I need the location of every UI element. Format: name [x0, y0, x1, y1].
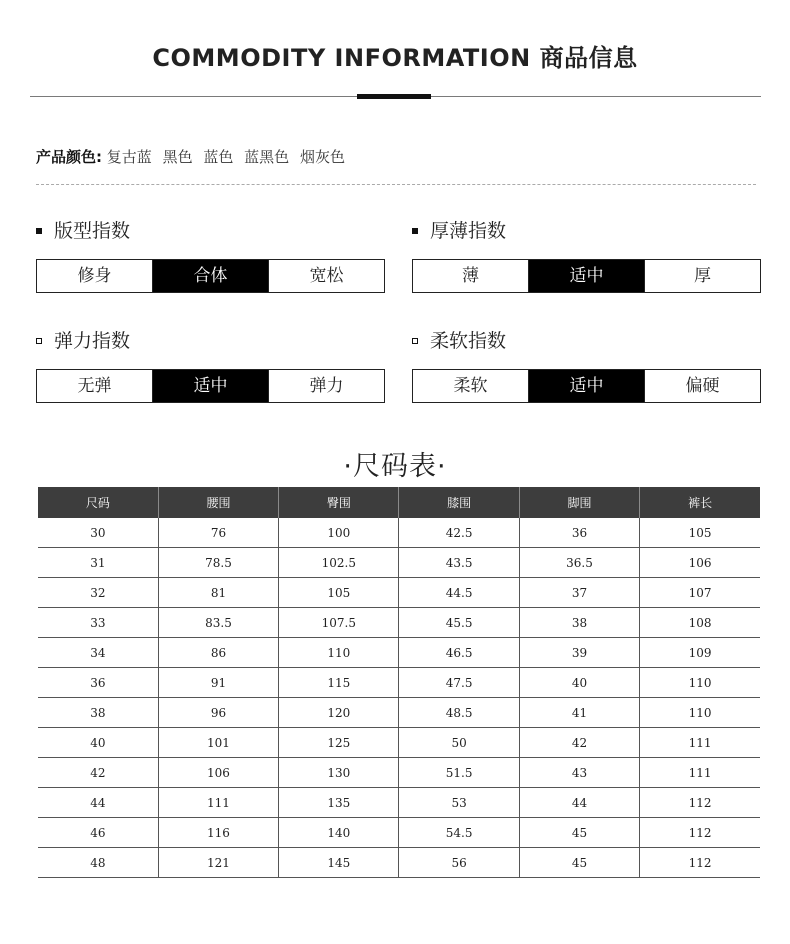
table-cell: 36 [519, 518, 639, 548]
index-title-label: 柔软指数 [430, 330, 507, 352]
table-cell: 108 [640, 608, 760, 638]
table-cell: 140 [279, 818, 399, 848]
table-cell: 115 [279, 668, 399, 698]
table-cell: 125 [279, 728, 399, 758]
table-cell: 96 [158, 698, 278, 728]
column-header: 腰围 [158, 487, 278, 518]
index-title-label: 厚薄指数 [430, 220, 507, 242]
table-cell: 40 [38, 728, 158, 758]
table-cell: 42 [519, 728, 639, 758]
table-cell: 36.5 [519, 548, 639, 578]
header-accent-bar [357, 94, 431, 99]
table-cell: 81 [158, 578, 278, 608]
index-option-selected: 合体 [153, 260, 269, 292]
table-cell: 43.5 [399, 548, 519, 578]
index-title [412, 218, 761, 244]
table-row [38, 668, 760, 698]
table-cell: 110 [640, 668, 760, 698]
hollow-square-bullet-icon [412, 338, 418, 344]
table-cell: 116 [158, 818, 278, 848]
table-cell: 38 [38, 698, 158, 728]
table-cell: 109 [640, 638, 760, 668]
table-cell: 56 [399, 848, 519, 878]
size-chart-table [38, 487, 760, 878]
table-cell: 45 [519, 818, 639, 848]
table-cell: 112 [640, 818, 760, 848]
table-cell: 100 [279, 518, 399, 548]
index-title-label: 版型指数 [54, 220, 131, 242]
table-cell: 46.5 [399, 638, 519, 668]
fit-index [36, 218, 385, 293]
table-cell: 48.5 [399, 698, 519, 728]
table-cell: 105 [640, 518, 760, 548]
table-cell: 45 [519, 848, 639, 878]
index-option-selected: 适中 [529, 260, 645, 292]
index-title [36, 328, 385, 354]
index-title [36, 218, 385, 244]
table-row [38, 698, 760, 728]
table-cell: 145 [279, 848, 399, 878]
column-header: 脚围 [519, 487, 639, 518]
index-option-selected: 适中 [529, 370, 645, 402]
size-chart-body [38, 518, 760, 878]
table-cell: 44.5 [399, 578, 519, 608]
softness-index [412, 328, 761, 403]
table-cell: 106 [640, 548, 760, 578]
table-cell: 111 [640, 758, 760, 788]
table-cell: 54.5 [399, 818, 519, 848]
size-chart-title: ·尺码表· [343, 451, 447, 482]
thickness-index [412, 218, 761, 293]
table-cell: 32 [38, 578, 158, 608]
index-option-selected: 适中 [153, 370, 269, 402]
dashed-divider [36, 184, 756, 185]
table-cell: 46 [38, 818, 158, 848]
table-cell: 41 [519, 698, 639, 728]
table-cell: 130 [279, 758, 399, 788]
table-row [38, 758, 760, 788]
table-cell: 111 [158, 788, 278, 818]
table-cell: 101 [158, 728, 278, 758]
index-option: 无弹 [37, 370, 153, 402]
index-options [36, 369, 385, 403]
table-cell: 33 [38, 608, 158, 638]
table-cell: 36 [38, 668, 158, 698]
table-row [38, 578, 760, 608]
table-row [38, 518, 760, 548]
table-cell: 37 [519, 578, 639, 608]
filled-square-bullet-icon [412, 228, 418, 234]
table-cell: 110 [640, 698, 760, 728]
table-row [38, 728, 760, 758]
table-cell: 47.5 [399, 668, 519, 698]
index-options [36, 259, 385, 293]
page-title: COMMODITY INFORMATION 商品信息 [152, 44, 638, 72]
index-option: 厚 [645, 260, 760, 292]
table-cell: 78.5 [158, 548, 278, 578]
table-cell: 42.5 [399, 518, 519, 548]
column-header: 尺码 [38, 487, 158, 518]
table-cell: 38 [519, 608, 639, 638]
color-value: 黑色 [162, 148, 193, 166]
table-cell: 34 [38, 638, 158, 668]
table-cell: 40 [519, 668, 639, 698]
table-row [38, 608, 760, 638]
table-cell: 48 [38, 848, 158, 878]
index-option: 弹力 [269, 370, 384, 402]
table-cell: 43 [519, 758, 639, 788]
index-options [412, 259, 761, 293]
table-cell: 107 [640, 578, 760, 608]
table-cell: 53 [399, 788, 519, 818]
index-option: 偏硬 [645, 370, 760, 402]
table-row [38, 818, 760, 848]
table-cell: 45.5 [399, 608, 519, 638]
column-header: 膝围 [399, 487, 519, 518]
color-value: 蓝色 [203, 148, 234, 166]
table-cell: 110 [279, 638, 399, 668]
table-cell: 76 [158, 518, 278, 548]
index-option: 薄 [413, 260, 529, 292]
table-cell: 135 [279, 788, 399, 818]
table-cell: 105 [279, 578, 399, 608]
index-option: 修身 [37, 260, 153, 292]
table-cell: 112 [640, 788, 760, 818]
table-cell: 42 [38, 758, 158, 788]
color-value: 烟灰色 [299, 148, 345, 166]
table-cell: 44 [38, 788, 158, 818]
index-option: 柔软 [413, 370, 529, 402]
size-chart-header-row [38, 487, 760, 518]
hollow-square-bullet-icon [36, 338, 42, 344]
index-options [412, 369, 761, 403]
column-header: 臀围 [279, 487, 399, 518]
color-value: 蓝黑色 [244, 148, 290, 166]
table-row [38, 638, 760, 668]
table-cell: 30 [38, 518, 158, 548]
index-title-label: 弹力指数 [54, 330, 131, 352]
table-cell: 121 [158, 848, 278, 878]
table-cell: 50 [399, 728, 519, 758]
table-cell: 111 [640, 728, 760, 758]
elasticity-index [36, 328, 385, 403]
table-cell: 120 [279, 698, 399, 728]
product-colors-label: 产品颜色: [36, 148, 102, 166]
index-title [412, 328, 761, 354]
table-cell: 44 [519, 788, 639, 818]
table-cell: 51.5 [399, 758, 519, 788]
filled-square-bullet-icon [36, 228, 42, 234]
table-cell: 106 [158, 758, 278, 788]
product-colors-row [36, 146, 351, 167]
table-cell: 39 [519, 638, 639, 668]
table-cell: 31 [38, 548, 158, 578]
table-row [38, 548, 760, 578]
table-cell: 83.5 [158, 608, 278, 638]
table-row [38, 788, 760, 818]
table-cell: 86 [158, 638, 278, 668]
index-option: 宽松 [269, 260, 384, 292]
table-cell: 107.5 [279, 608, 399, 638]
table-cell: 91 [158, 668, 278, 698]
table-cell: 102.5 [279, 548, 399, 578]
column-header: 裤长 [640, 487, 760, 518]
table-row [38, 848, 760, 878]
table-cell: 112 [640, 848, 760, 878]
color-value: 复古蓝 [106, 148, 152, 166]
